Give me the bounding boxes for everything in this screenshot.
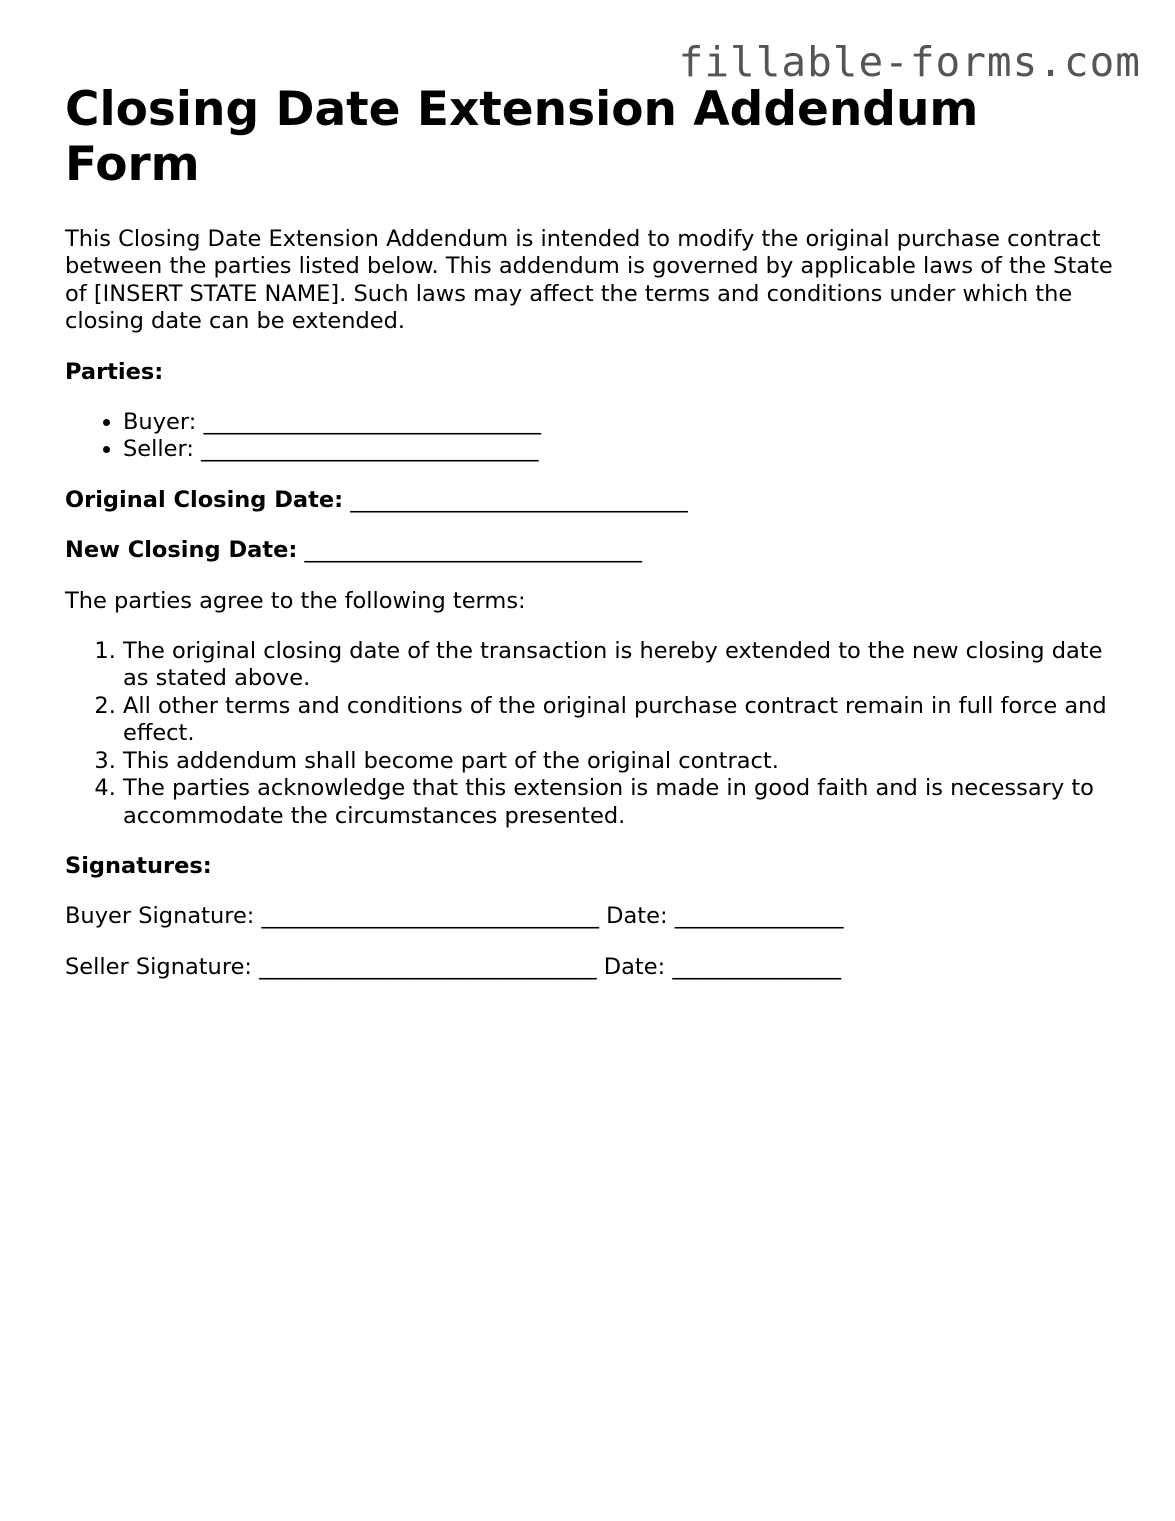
site-watermark: fillable-forms.com <box>678 38 1141 86</box>
signatures-heading: Signatures: <box>65 852 212 879</box>
original-closing-date-blank[interactable]: ______________________________ <box>350 486 688 513</box>
new-closing-date-field[interactable] <box>65 537 1125 564</box>
seller-signature-line[interactable]: Seller Signature: ______________________________ Date: _______________ <box>65 953 842 980</box>
page-title: Closing Date Extension Addendum Form <box>65 82 979 192</box>
parties-list <box>65 409 1125 464</box>
new-closing-date-blank[interactable]: ______________________________ <box>304 537 642 564</box>
buyer-signature-line[interactable]: Buyer Signature: ______________________________ Date: _______________ <box>65 903 844 930</box>
term-item: 3. This addendum shall become part of the original contract. <box>123 748 1125 775</box>
buyer-field[interactable]: • Buyer: ______________________________ <box>123 409 1125 436</box>
intro-paragraph: This Closing Date Extension Addendum is intended to modify the original purchase contract between the parties listed below. This addendum is governed by applicable laws of the State of [INSERT STATE NAME]. Such laws may affect the terms and conditions under which the closing date can be extended. <box>65 226 1113 335</box>
new-closing-date-label: New Closing Date: <box>65 537 298 564</box>
term-item: 4. The parties acknowledge that this extension is made in good faith and is necessary to accommodate the circumstances presented. <box>123 775 1125 830</box>
original-closing-date-field[interactable] <box>65 487 1125 514</box>
seller-field[interactable]: • Seller: ______________________________ <box>123 436 1125 463</box>
terms-intro: The parties agree to the following terms: <box>65 587 526 614</box>
terms-list <box>65 638 1125 830</box>
term-item: 2. All other terms and conditions of the original purchase contract remain in full force and effect. <box>123 693 1125 748</box>
document-body <box>65 82 1125 981</box>
parties-heading: Parties: <box>65 358 164 385</box>
original-closing-date-label: Original Closing Date: <box>65 486 344 513</box>
term-item: 1. The original closing date of the transaction is hereby extended to the new closing date as stated above. <box>123 638 1125 693</box>
